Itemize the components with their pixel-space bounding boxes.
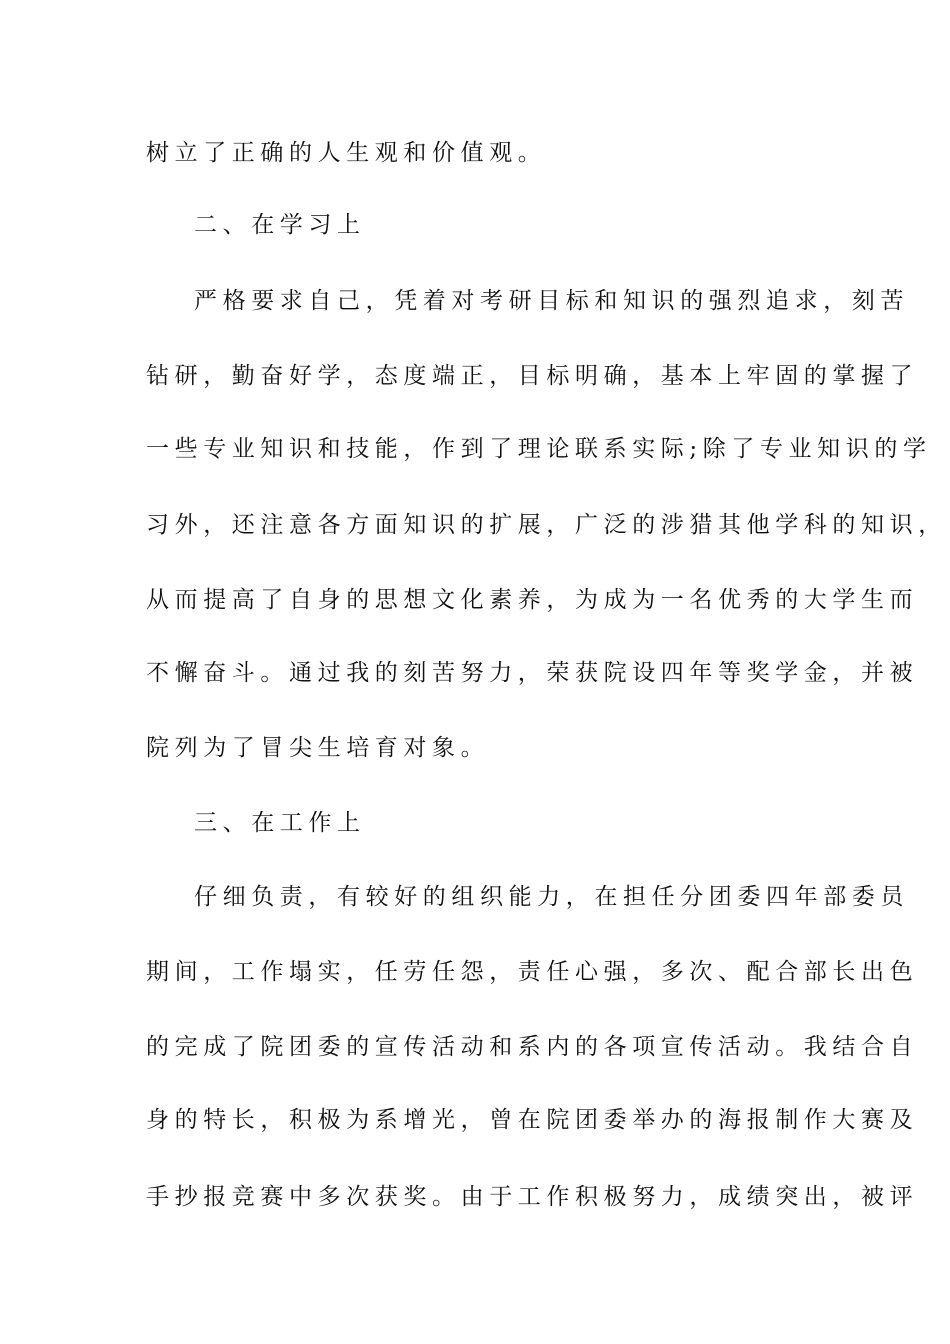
section-heading-study: 二、在学习上 (194, 212, 366, 238)
body-line: 严格要求自己，凭着对考研目标和知识的强烈追求，刻苦 (194, 288, 909, 314)
section-heading-work: 三、在工作上 (194, 810, 366, 836)
body-line: 的完成了院团委的宣传活动和系内的各项宣传活动。我结合自 (146, 1034, 919, 1060)
body-line: 手抄报竞赛中多次获奖。由于工作积极努力，成绩突出，被评 (146, 1184, 919, 1210)
body-line: 不懈奋斗。通过我的刻苦努力，荣获院设四年等奖学金，并被 (146, 660, 919, 686)
body-line: 期间，工作塌实，任劳任怨，责任心强，多次、配合部长出色 (146, 959, 919, 985)
body-line: 树立了正确的人生观和价值观。 (146, 140, 547, 166)
body-line: 习外，还注意各方面知识的扩展，广泛的涉猎其他学科的知识， (146, 512, 947, 538)
body-line: 钻研，勤奋好学，态度端正，目标明确，基本上牢固的掌握了 (146, 363, 919, 389)
body-line: 身的特长，积极为系增光，曾在院团委举办的海报制作大赛及 (146, 1107, 919, 1133)
body-line: 从而提高了自身的思想文化素养，为成为一名优秀的大学生而 (146, 587, 919, 613)
body-line: 仔细负责，有较好的组织能力，在担任分团委四年部委员 (194, 884, 909, 910)
body-line: 一些专业知识和技能，作到了理论联系实际;除了专业知识的学 (146, 436, 932, 462)
body-line: 院列为了冒尖生培育对象。 (146, 735, 490, 761)
